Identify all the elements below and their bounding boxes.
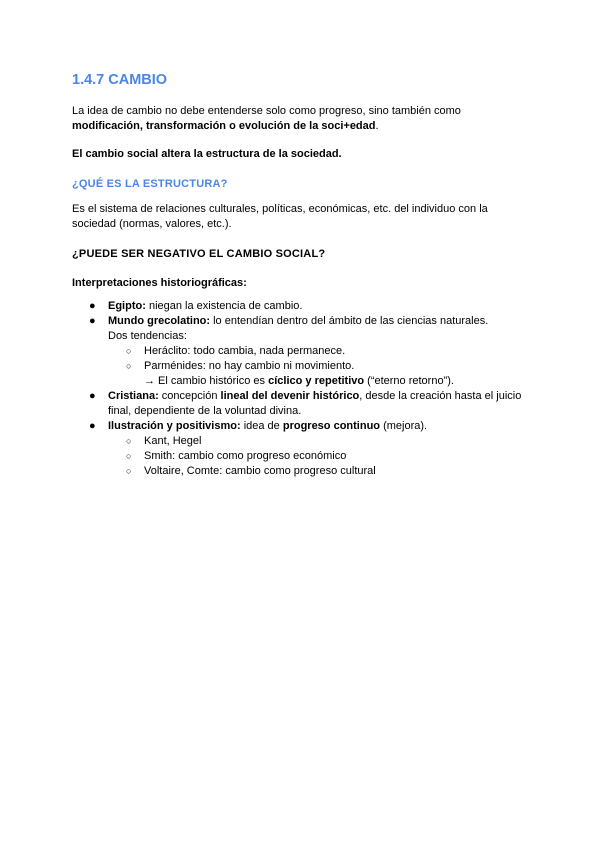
interpretations-list <box>72 299 532 479</box>
item-extra: Dos tendencias: <box>108 330 187 342</box>
section-title: 1.4.7 CAMBIO <box>72 72 168 88</box>
question-structure-heading: ¿QUÉ ES LA ESTRUCTURA? <box>72 178 228 190</box>
item-text-2: (mejora). <box>380 420 428 432</box>
circle-bullet-icon: ○ <box>126 451 132 461</box>
sublist-item <box>108 464 532 479</box>
intro-text: La idea de cambio no debe entenderse solo como progreso, sino también como <box>72 105 461 117</box>
item-text: concepción <box>158 390 221 402</box>
arrow-bold: cíclico y repetitivo <box>268 375 365 387</box>
sub-text: Heráclito: todo cambia, nada permanece. <box>144 345 346 357</box>
bullet-icon: ● <box>89 390 96 402</box>
circle-bullet-icon: ○ <box>126 361 132 371</box>
arrow-conclusion <box>108 374 532 389</box>
item-text: lo entendían dentro del ámbito de las ciencias naturales. <box>210 315 489 327</box>
sub-text: Smith: cambio como progreso económico <box>144 450 347 462</box>
item-label: Ilustración y positivismo: <box>108 420 241 432</box>
sub-text: Voltaire, Comte: cambio como progreso cultural <box>144 465 376 477</box>
circle-bullet-icon: ○ <box>126 436 132 446</box>
intro-end: . <box>375 120 379 132</box>
item-bold: lineal del devenir histórico <box>220 390 360 402</box>
interpretations-heading: Interpretaciones historiográficas: <box>72 277 247 289</box>
bullet-icon: ● <box>89 315 96 327</box>
list-item-egipto <box>72 299 532 314</box>
item-bold: progreso continuo <box>282 420 381 432</box>
question-negative-heading: ¿PUEDE SER NEGATIVO EL CAMBIO SOCIAL? <box>72 248 326 260</box>
sublist-item <box>108 344 532 359</box>
circle-bullet-icon: ○ <box>126 346 132 356</box>
list-item-grecolatino <box>72 314 532 389</box>
bullet-icon: ● <box>89 420 96 432</box>
list-item-ilustracion <box>72 419 532 479</box>
sublist-item <box>108 359 532 374</box>
document-page <box>72 70 532 479</box>
intro-paragraph <box>72 104 532 134</box>
item-text: niegan la existencia de cambio. <box>145 300 303 312</box>
list-item-cristiana <box>72 389 532 419</box>
sublist-ilustracion <box>108 434 532 479</box>
item-label: Mundo grecolatino: <box>108 315 211 327</box>
arrow-text: → El cambio histórico es <box>144 375 269 387</box>
sublist-item <box>108 449 532 464</box>
sub-text: Kant, Hegel <box>144 435 202 447</box>
item-label: Cristiana: <box>108 390 159 402</box>
sub-text: Parménides: no hay cambio ni movimiento. <box>144 360 355 372</box>
statement: El cambio social altera la estructura de la sociedad. <box>72 148 342 160</box>
circle-bullet-icon: ○ <box>126 466 132 476</box>
intro-bold: modificación, transformación o evolución de la soci+edad <box>72 120 376 132</box>
sublist-item <box>108 434 532 449</box>
arrow-suffix: (“eterno retorno”). <box>364 375 454 387</box>
item-text-2: , desde la creación hasta el juicio final, dependiente de la voluntad divina. <box>108 390 522 417</box>
sublist-tendencias <box>108 344 532 374</box>
bullet-icon: ● <box>89 300 96 312</box>
item-text: idea de <box>240 420 283 432</box>
structure-answer: Es el sistema de relaciones culturales, políticas, económicas, etc. del individuo con la sociedad (normas, valores, etc.). <box>72 203 488 230</box>
item-label: Egipto: <box>108 300 146 312</box>
